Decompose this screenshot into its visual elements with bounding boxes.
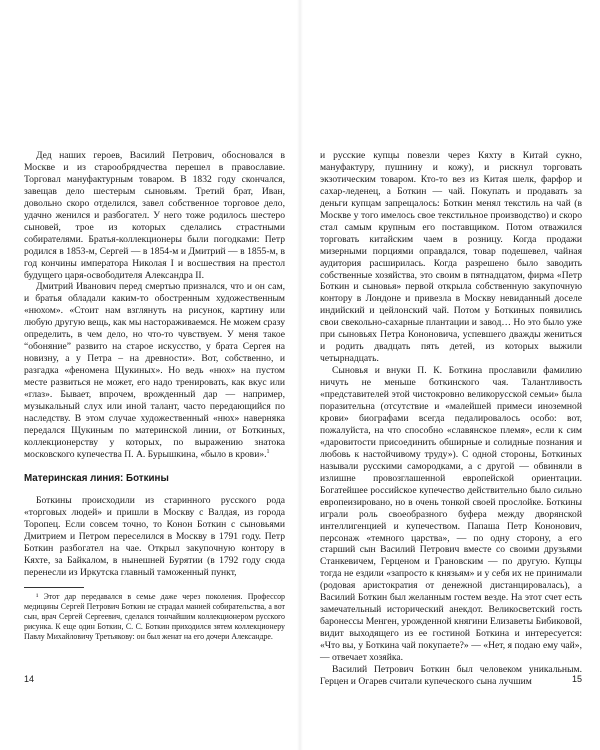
paragraph-kyakhta-trade: и русские купцы повезли через Кяхту в Китай сукно, мануфактуру, пушнину и кожу), и рискнул торговать экзотическим товаром. Кто-то вез из Китая шелк, фарфор и сахар-леденец, а Боткин — чай. Покупать и продавать за деньги купцам запрещалось: Боткин менял текстиль на чай (в Москве у того имелось свое текстильное производство) и скоро стал самым крупным его поставщиком. Потом отважился торговать китайским чаем в розницу. Когда продажи мизерными порциями оправдался, товар подешевел, чайная аудитория расширилась. Когда разрешено было заводить собственные хозяйства, это своим в пятнадцатом, фирма «Петр Боткин и сыновья» первой открыла собственную закупочную контору в Лондоне и привезла в Москву невиданный доселе индийский и цейлонский чай. Потом у Боткиных появились свои свекольно-сахарные плантации и завод… Но это было уже при сыновьях Петра Кононовича, успевшего дважды жениться и родить двадцать пять детей, из которых выжили четырнадцать. (320, 150, 582, 365)
footnote-divider (24, 587, 84, 588)
section-heading: Материнская линия: Боткины (24, 472, 169, 484)
right-page (300, 0, 600, 750)
page-number-left: 14 (24, 674, 35, 684)
footnote: ¹ Этот дар передавался в семье даже через поколения. Профессор медицины Сергей Петрович Боткин не страдал манией собирательства, а вот сын, врач Сергей Сергеевич, сделался тончайшим коллекционером русского рисунка. К еще один Боткин, С. С. Боткин приходился зятем коллекционеру Павлу Михайловичу Третьякову: он был женат на его дочери Александре. (24, 592, 285, 642)
paragraph-vasily-botkin: Василий Петрович Боткин был человеком уникальным. Герцен и Огарев считали купеческого сына лучшим (320, 663, 582, 687)
paragraph-sons-grandsons: Сыновья и внуки П. К. Боткина прославили фамилию ничуть не меньше боткинского чая. Талантливость «представителей этой чистокровно великорусской семьи» была поразительна (отсутствие и «малейшей примеси иноземной крови» биографами всегда педалировалось особо: вот, пожалуйста, на что способно «славянское племя», если к сим «даровитости присоединить обширные и солидные познания и любовь к настойчивому труду»). С одной стороны, Боткиных называли русскими самородками, а с другой — обвиняли в излишне провозглашенной европейской ориентации. Богатейшее российское купечество действительно было сильно европеизировано, но в очень тонкой своей прослойке. Боткины играли роль своеобразного буфера между дворянской интеллигенцией и купечеством. Папаша Петр Кононович, персонаж «темного царства», — по одну сторону, а его старший сын Василий Петрович вместе со своими друзьями Станкевичем, Герценом и Грановским — по другую. Купцы тогда не ездили «запросто к князьям» и у себя их не принимали (родовая аристократия от денежной дистанцировалась), а Василий Боткин был желанным гостем везде. На этот счет есть замечательный исторический анекдот. Великосветский гость баронессы Менген, урожденной княгини Елизаветы Бибиковой, видит выходящего из ее гостиной Боткина и интересуется: «Что вы, у Боткина чай покупаете?» — «Нет, я подаю ему чай», — отвечает хозяйка. (320, 365, 583, 664)
paragraph-nose-text: Дмитрий Иванович перед смертью признался, что и он сам, и братья обладали каким-то обостренным художественным «нюхом». «Стоит нам взглянуть на рисунок, картину или любую другую вещь, как мы настораживаемся. Не можем сразу определить, в чем дело, но что-то чувствуем. У меня такое “обоняние” развито на старое искусство, у брата Сергея на новизну, а у Петра – на древности». Вот, собственно, и разгадка «феномена Щукиных». Но ведь «нюх» на пустом месте развиться не может, его надо тренировать, как вкус или «глаз». Бывает, впрочем, врожденный дар — например, музыкальный слух или иной талант, часто передающийся по наследству. В этом случае художественный «нюх» наверняка передался Щукиным по материнской линии, от Боткиных, коллекционерству у которых, по выражению знатока московского купечества П. А. Бурышкина, «было в крови». (24, 281, 285, 460)
footnote-mark: 1 (266, 448, 270, 455)
right-text-column (320, 150, 582, 688)
paragraph-botkins-origin: Боткины происходили из старинного русского рода «торговых людей» и пришли в Москву с Валдая, из города Торопец. Если совсем точно, то Конон Боткин с сыновьями Дмитрием и Петром переселился в Москву в 1791 году. Петр Боткин разбогател на чае. Открыл закупочную контору в Кяхте, за Байкалом, в нынешней Бурятии (в 1792 году сюда перенесли из Иркутска главный таможенный пункт, (24, 494, 285, 578)
left-text-column (24, 150, 285, 642)
paragraph-nose (24, 281, 285, 460)
paragraph-ancestor: Дед наших героев, Василий Петрович, обосновался в Москве и из старообрядчества перешел в православие. Торговал мануфактурным товаром. В 1832 году скончался, завещав дело шестерым сыновьям. Третий брат, Иван, довольно скоро отделился, завел собственное торговое дело, удачно женился и разбогател. У него тоже родилось шестеро сыновей, трое из которых сделались страстными собирателями. Братья-коллекционеры были погодками: Петр родился в 1853-м, Сергей — в 1854-м и Дмитрий — в 1855-м, в год кончины императора Николая I и восшествия на престол будущего царя-освободителя Александра II. (24, 150, 285, 281)
page-number-right: 15 (572, 674, 583, 684)
